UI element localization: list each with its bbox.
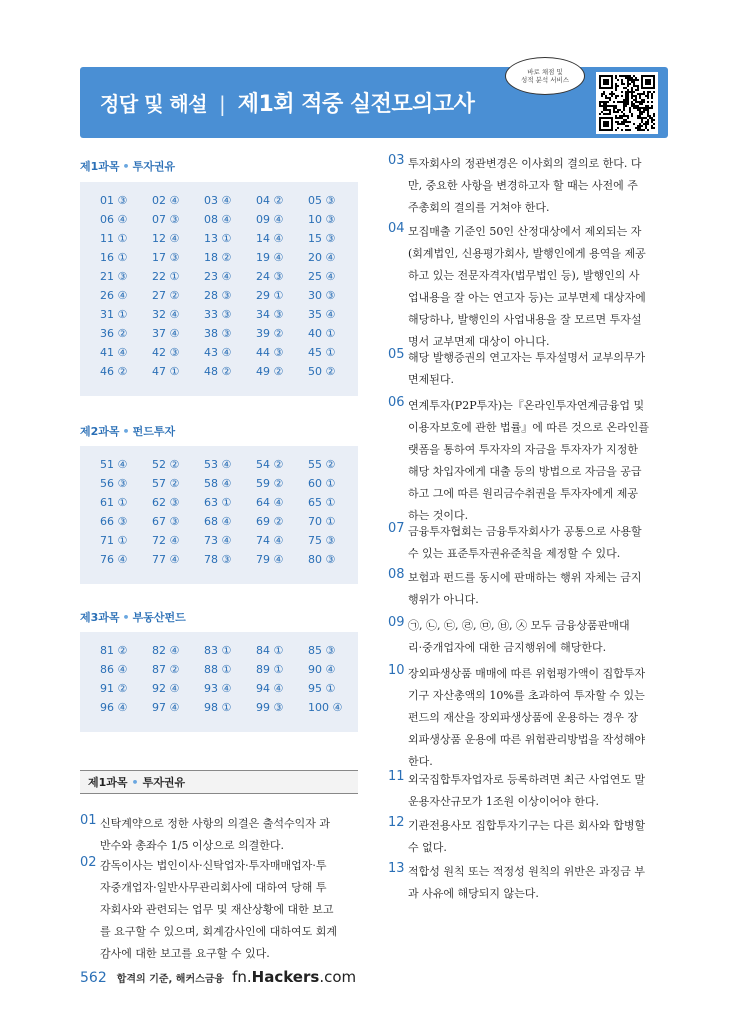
item-line: 투자회사의 정관변경은 이사회의 결의로 한다. 다 [408,157,642,170]
footer-tagline: 합격의 기준, 해커스금융 [116,974,225,985]
item-line: 과 사유에 해당되지 않는다. [408,887,539,900]
item-line: 하고 그에 따른 원리금수취권을 투자자에게 제공 [408,487,639,500]
page-number: 562 [80,970,107,986]
answer-cell: 27 ② [152,289,180,302]
answer-cell: 21 ③ [100,270,128,283]
explanation-name: 투자권유 [142,776,186,789]
item-line: 이용자보호에 관한 법률』에 따른 것으로 온라인플 [408,421,650,434]
item-line: 행위가 아니다. [408,593,479,606]
section-name: 투자권유 [132,160,176,173]
answer-cell: 30 ③ [308,289,336,302]
answer-cell: 46 ② [100,365,128,378]
item-number: 02 [80,855,97,870]
answer-section-heading [80,609,186,625]
answer-cell: 91 ② [100,682,128,695]
item-line: 외국집합투자업자로 등록하려면 최근 사업연도 말 [408,773,646,786]
answer-cell: 16 ① [100,251,128,264]
answer-cell: 45 ① [308,346,336,359]
item-line: 주총회의 결의를 거쳐야 한다. [408,201,550,214]
answer-cell: 35 ④ [308,308,336,321]
answer-cell: 82 ④ [152,644,180,657]
answer-cell: 79 ④ [256,553,284,566]
answer-cell: 73 ④ [204,534,232,547]
answer-cell: 22 ① [152,270,180,283]
answer-cell: 60 ① [308,477,336,490]
answer-cell: 20 ④ [308,251,336,264]
item-line: 랫폼을 통하여 투자자의 자금을 투자자가 지정한 [408,443,639,456]
answer-cell: 61 ① [100,496,128,509]
answer-cell: 32 ④ [152,308,180,321]
answer-cell: 23 ④ [204,270,232,283]
item-text [408,221,670,353]
answer-cell: 13 ① [204,232,232,245]
answer-section-heading [80,423,175,439]
speech-bubble [505,57,585,95]
answer-cell: 55 ② [308,458,336,471]
item-line: 장외파생상품 매매에 따른 위험평가액이 집합투자 [408,667,646,680]
answer-cell: 81 ② [100,644,128,657]
section-subject: 제2과목 [80,425,120,438]
item-line: 모집매출 기준인 50인 산정대상에서 제외되는 자 [408,225,642,238]
answer-cell: 14 ④ [256,232,284,245]
answer-cell: 48 ② [204,365,232,378]
item-line: 감독이사는 법인이사·신탁업자·투자매매업자·투 [100,859,327,872]
item-line: 수 있는 표준투자권유준칙을 제정할 수 있다. [408,547,621,560]
answer-cell: 76 ④ [100,553,128,566]
answer-cell: 69 ② [256,515,284,528]
answer-cell: 07 ③ [152,213,180,226]
answer-cell: 63 ① [204,496,232,509]
answer-cell: 18 ② [204,251,232,264]
item-line: 해당하나, 발행인의 사업내용을 잘 모르면 투자설 [408,313,642,326]
item-line: 적합성 원칙 또는 적정성 원칙의 위반은 과징금 부 [408,865,645,878]
item-line: 업내용을 잘 아는 연고자 등)는 교부면제 대상자에 [408,291,646,304]
answer-cell: 38 ③ [204,327,232,340]
section-name: 펀드투자 [132,425,176,438]
item-text [100,813,370,857]
item-line: 신탁계약으로 정한 사항의 의결은 출석수익자 과 [100,817,331,830]
item-number: 08 [388,567,405,582]
answer-cell: 33 ③ [204,308,232,321]
answer-cell: 75 ③ [308,534,336,547]
answer-cell: 96 ④ [100,701,128,714]
answer-cell: 40 ① [308,327,336,340]
answer-cell: 66 ③ [100,515,128,528]
answer-cell: 24 ③ [256,270,284,283]
answer-cell: 15 ③ [308,232,336,245]
item-number: 03 [388,153,405,168]
answer-cell: 88 ① [204,663,232,676]
answer-cell: 28 ③ [204,289,232,302]
item-text [408,815,670,859]
item-line: 기구 자산총액의 10%를 초과하여 투자할 수 있는 [408,689,645,702]
site-prefix: fn. [232,968,252,986]
answer-cell: 77 ④ [152,553,180,566]
item-line: 연계투자(P2P투자)는『온라인투자연계금융업 및 [408,399,645,412]
answer-cell: 72 ④ [152,534,180,547]
answer-cell: 74 ④ [256,534,284,547]
item-number: 04 [388,221,405,236]
page-title [100,87,474,118]
answer-cell: 36 ② [100,327,128,340]
answer-cell: 44 ③ [256,346,284,359]
item-line: 펀드의 재산을 장외파생상품에 운용하는 경우 장 [408,711,639,724]
item-line: 하고 있는 전문자격자(법무법인 등), 발행인의 사 [408,269,640,282]
answer-cell: 17 ③ [152,251,180,264]
item-line: 운용자산규모가 1조원 이상이어야 한다. [408,795,599,808]
answer-cell: 99 ③ [256,701,284,714]
answer-cell: 29 ① [256,289,284,302]
item-line: 해당 차입자에게 대출 등의 방법으로 자금을 공급 [408,465,642,478]
explanation-section-header [80,770,358,794]
item-line: 리·중개업자에 대한 금지행위에 해당한다. [408,641,607,654]
answer-cell: 10 ③ [308,213,336,226]
answer-cell: 78 ③ [204,553,232,566]
answer-cell: 50 ② [308,365,336,378]
item-line: 면제된다. [408,373,455,386]
answer-cell: 02 ④ [152,194,180,207]
answer-cell: 86 ④ [100,663,128,676]
answer-cell: 03 ④ [204,194,232,207]
answer-cell: 08 ④ [204,213,232,226]
answer-cell: 12 ④ [152,232,180,245]
item-text [408,861,670,905]
answer-cell: 89 ① [256,663,284,676]
answer-cell: 09 ④ [256,213,284,226]
item-line: (회계법인, 신용평가회사, 발행인에게 용역을 제공 [408,247,646,260]
page-footer [80,968,356,986]
answer-cell: 98 ① [204,701,232,714]
item-number: 11 [388,769,405,784]
item-line: 감사에 대한 보고를 요구할 수 있다. [100,947,270,960]
item-line: 를 요구할 수 있으며, 회계감사인에 대하여도 회계 [100,925,337,938]
answer-cell: 37 ④ [152,327,180,340]
answer-cell: 05 ③ [308,194,336,207]
item-number: 07 [388,521,405,536]
answer-cell: 65 ① [308,496,336,509]
answer-cell: 43 ④ [204,346,232,359]
item-line: 반수와 총좌수 1/5 이상으로 의결한다. [100,839,284,852]
item-line: 금융투자협회는 금융투자회사가 공통으로 사용할 [408,525,642,538]
item-line: 자중개업자·일반사무관리회사에 대하여 당해 투 [100,881,327,894]
site-suffix: .com [319,968,357,986]
bubble-text: 바로 채점 및 성적 분석 서비스 [520,68,570,84]
item-number: 09 [388,615,405,630]
item-line: 명서 교부면제 대상이 아니다. [408,335,550,348]
answer-section-heading [80,158,175,174]
item-number: 05 [388,347,405,362]
item-text [408,395,670,527]
header-title: 제1회 적중 실전모의고사 [237,92,475,117]
explanation-subject: 제1과목 [88,776,128,789]
item-line: ㉠, ㉡, ㉢, ㉣, ㉤, ㉥, ㉦ 모두 금융상품판매대 [408,619,630,632]
answer-cell: 19 ④ [256,251,284,264]
item-text [408,567,670,611]
answer-cell: 26 ④ [100,289,128,302]
answer-cell: 51 ④ [100,458,128,471]
answer-cell: 64 ④ [256,496,284,509]
answer-cell: 41 ④ [100,346,128,359]
answer-cell: 58 ④ [204,477,232,490]
answer-cell: 67 ③ [152,515,180,528]
answer-cell: 95 ① [308,682,336,695]
item-text [408,769,670,813]
section-dot: • [122,611,130,624]
item-number: 01 [80,813,97,828]
header-subtitle: 정답 및 해설 [100,92,208,116]
answer-cell: 85 ③ [308,644,336,657]
item-number: 06 [388,395,405,410]
answer-cell: 84 ① [256,644,284,657]
answer-cell: 87 ② [152,663,180,676]
answer-cell: 39 ② [256,327,284,340]
item-number: 12 [388,815,405,830]
item-line: 한다. [408,755,433,768]
answer-cell: 59 ② [256,477,284,490]
answer-cell: 90 ④ [308,663,336,676]
item-text [408,615,670,659]
item-text [408,153,670,219]
answer-cell: 92 ④ [152,682,180,695]
item-text [408,347,670,391]
explanation-dot: • [131,775,139,789]
answer-cell: 80 ③ [308,553,336,566]
header-divider: | [219,92,226,116]
answer-cell: 01 ③ [100,194,128,207]
answer-cell: 47 ① [152,365,180,378]
answer-cell: 71 ① [100,534,128,547]
answer-cell: 70 ① [308,515,336,528]
item-line: 자회사와 관련되는 업무 및 재산상황에 대한 보고 [100,903,334,916]
answer-cell: 52 ② [152,458,180,471]
answer-cell: 83 ① [204,644,232,657]
item-line: 해당 발행증권의 연고자는 투자설명서 교부의무가 [408,351,646,364]
item-line: 만, 중요한 사항을 변경하고자 할 때는 사전에 주 [408,179,638,192]
site-brand: Hackers [251,968,320,986]
answer-cell: 42 ③ [152,346,180,359]
item-text [408,663,670,773]
item-text [100,855,370,965]
answer-cell: 49 ② [256,365,284,378]
item-line: 보험과 펀드를 동시에 판매하는 행위 자체는 금지 [408,571,642,584]
answer-cell: 68 ④ [204,515,232,528]
answer-cell: 56 ③ [100,477,128,490]
answer-cell: 34 ③ [256,308,284,321]
answer-cell: 06 ④ [100,213,128,226]
answer-cell: 97 ④ [152,701,180,714]
answer-cell: 11 ① [100,232,128,245]
section-name: 부동산펀드 [132,611,186,624]
qr-code-icon[interactable] [596,72,658,134]
answer-cell: 04 ② [256,194,284,207]
item-line: 외파생상품 운용에 따른 위험관리방법을 작성해야 [408,733,646,746]
answer-cell: 94 ④ [256,682,284,695]
item-text [408,521,670,565]
answer-cell: 54 ② [256,458,284,471]
item-line: 하는 것이다. [408,509,469,522]
answer-cell: 93 ④ [204,682,232,695]
item-line: 기관전용사모 집합투자기구는 다른 회사와 합병할 [408,819,646,832]
section-dot: • [122,425,130,438]
answer-cell: 62 ③ [152,496,180,509]
answer-cell: 100 ④ [308,701,343,714]
footer-site[interactable] [232,968,356,986]
answer-cell: 31 ① [100,308,128,321]
answer-cell: 25 ④ [308,270,336,283]
answer-cell: 57 ② [152,477,180,490]
section-dot: • [122,160,130,173]
item-number: 10 [388,663,405,678]
answer-cell: 53 ④ [204,458,232,471]
item-line: 수 없다. [408,841,447,854]
section-subject: 제3과목 [80,611,120,624]
item-number: 13 [388,861,405,876]
section-subject: 제1과목 [80,160,120,173]
